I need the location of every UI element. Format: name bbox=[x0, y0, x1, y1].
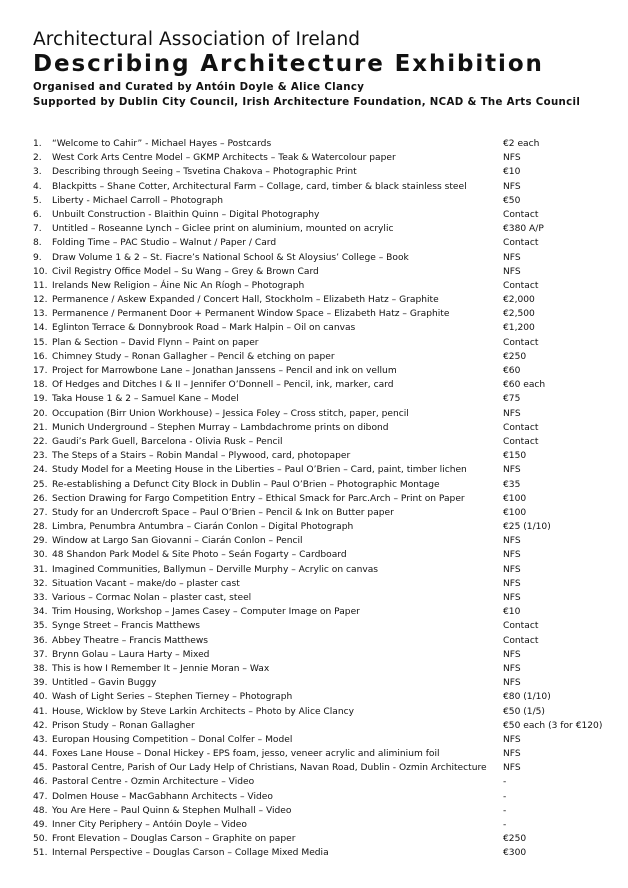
exhibit-item bbox=[33, 336, 613, 350]
exhibit-item bbox=[33, 478, 613, 492]
exhibit-number: 6. bbox=[33, 209, 42, 220]
exhibit-price: €100 bbox=[503, 507, 527, 518]
exhibit-number: 28. bbox=[33, 522, 48, 533]
exhibit-item bbox=[33, 506, 613, 520]
exhibit-number: 5. bbox=[33, 195, 42, 206]
curated-by-line: Organised and Curated by Antóin Doyle & Alice Clancy bbox=[33, 82, 365, 93]
exhibit-price: NFS bbox=[503, 252, 521, 263]
exhibit-number: 35. bbox=[33, 621, 48, 632]
exhibit-price: NFS bbox=[503, 734, 521, 745]
exhibit-price: €50 bbox=[503, 195, 521, 206]
exhibit-item bbox=[33, 151, 613, 165]
exhibit-description: Re-establishing a Defunct City Block in Dublin – Paul O’Brien – Photographic Montage bbox=[52, 479, 440, 490]
exhibit-description: Study Model for a Meeting House in the Liberties – Paul O’Brien – Card, paint, timber lichen bbox=[52, 465, 467, 476]
exhibit-price: NFS bbox=[503, 153, 521, 164]
exhibit-description: West Cork Arts Centre Model – GKMP Architects – Teak & Watercolour paper bbox=[52, 153, 396, 164]
exhibit-description: Permanence / Permanent Door + Permanent Window Space – Elizabeth Hatz – Graphite bbox=[52, 309, 450, 320]
exhibit-description: Inner City Periphery – Antóin Doyle – Video bbox=[52, 820, 247, 830]
exhibit-price: €10 bbox=[503, 607, 521, 618]
exhibit-item bbox=[33, 804, 613, 818]
exhibit-item bbox=[33, 180, 613, 194]
exhibit-number: 46. bbox=[33, 777, 48, 788]
exhibit-description: Limbra, Penumbra Antumbra – Ciarán Conlon – Digital Photograph bbox=[52, 522, 354, 533]
exhibit-description: This is how I Remember It – Jennie Moran – Wax bbox=[52, 663, 270, 674]
exhibit-item bbox=[33, 421, 613, 435]
exhibit-description: Chimney Study – Ronan Gallagher – Pencil & etching on paper bbox=[52, 351, 335, 362]
exhibit-item bbox=[33, 676, 613, 690]
exhibit-item bbox=[33, 790, 613, 804]
exhibit-price: Contact bbox=[503, 422, 539, 433]
exhibit-price: Contact bbox=[503, 238, 539, 249]
exhibit-description: Various – Cormac Nolan – plaster cast, steel bbox=[52, 593, 252, 603]
exhibit-item bbox=[33, 222, 613, 236]
exhibit-price: €35 bbox=[503, 479, 521, 490]
exhibit-description: Eglinton Terrace & Donnybrook Road – Mark Halpin – Oil on canvas bbox=[52, 323, 356, 334]
exhibit-number: 18. bbox=[33, 380, 48, 391]
exhibit-description: Pastoral Centre, Parish of Our Lady Help of Christians, Navan Road, Dublin - Ozmin Architecture bbox=[52, 763, 487, 774]
exhibit-description: Synge Street – Francis Matthews bbox=[52, 621, 201, 632]
exhibit-item bbox=[33, 364, 613, 378]
exhibit-description: Trim Housing, Workshop – James Casey – Computer Image on Paper bbox=[52, 607, 360, 618]
exhibit-item bbox=[33, 520, 613, 534]
exhibit-item bbox=[33, 208, 613, 222]
exhibit-price: €300 bbox=[503, 848, 527, 859]
exhibit-item bbox=[33, 251, 613, 265]
exhibit-number: 20. bbox=[33, 408, 48, 419]
exhibit-item bbox=[33, 690, 613, 704]
exhibit-number: 7. bbox=[33, 224, 42, 235]
exhibit-number: 41. bbox=[33, 706, 48, 717]
exhibit-number: 37. bbox=[33, 649, 48, 660]
exhibit-price: NFS bbox=[503, 550, 521, 561]
exhibit-item bbox=[33, 194, 613, 208]
exhibit-number: 21. bbox=[33, 422, 48, 433]
exhibit-number: 49. bbox=[33, 820, 48, 830]
exhibit-number: 33. bbox=[33, 593, 48, 603]
exhibit-description: “Welcome to Cahir” - Michael Hayes – Postcards bbox=[52, 139, 272, 149]
exhibit-item bbox=[33, 350, 613, 364]
exhibit-item bbox=[33, 761, 613, 775]
exhibit-price: NFS bbox=[503, 649, 521, 660]
exhibit-price: Contact bbox=[503, 280, 539, 291]
exhibit-item bbox=[33, 563, 613, 577]
exhibit-description: Europan Housing Competition – Donal Colfer – Model bbox=[52, 734, 293, 745]
exhibit-number: 44. bbox=[33, 749, 48, 760]
exhibit-item bbox=[33, 378, 613, 392]
exhibit-description: Civil Registry Office Model – Su Wang – Grey & Brown Card bbox=[52, 266, 319, 277]
exhibit-price: - bbox=[503, 820, 507, 830]
exhibit-number: 27. bbox=[33, 507, 48, 518]
exhibit-description: Window at Largo San Giovanni – Ciarán Conlon – Pencil bbox=[52, 536, 303, 547]
exhibit-number: 47. bbox=[33, 791, 48, 802]
exhibit-description: Gaudi’s Park Guell, Barcelona - Olivia Rusk – Pencil bbox=[52, 436, 283, 447]
exhibit-price: €250 bbox=[503, 834, 527, 845]
exhibit-description: Internal Perspective – Douglas Carson – Collage Mixed Media bbox=[52, 848, 329, 859]
exhibit-price: Contact bbox=[503, 635, 539, 646]
exhibit-description: Brynn Golau – Laura Harty – Mixed bbox=[52, 649, 210, 660]
exhibit-description: Folding Time – PAC Studio – Walnut / Paper / Card bbox=[52, 238, 277, 249]
exhibit-item bbox=[33, 605, 613, 619]
exhibit-number: 14. bbox=[33, 323, 48, 334]
exhibit-price: €60 bbox=[503, 366, 521, 376]
exhibit-description: Irelands New Religion – Áine Nic An Ríogh – Photograph bbox=[52, 280, 305, 291]
exhibit-description: Of Hedges and Ditches I & II – Jennifer O’Donnell – Pencil, ink, marker, card bbox=[52, 380, 394, 391]
exhibit-description: Dolmen House – MacGabhann Architects – Video bbox=[52, 791, 273, 802]
exhibit-number: 8. bbox=[33, 238, 42, 249]
exhibit-price: €1,200 bbox=[503, 323, 535, 334]
exhibit-number: 51. bbox=[33, 848, 48, 859]
exhibit-description: Section Drawing for Fargo Competition Entry – Ethical Smack for Parc.Arch – Print on Paper bbox=[52, 493, 465, 504]
exhibit-item bbox=[33, 548, 613, 562]
exhibit-number: 17. bbox=[33, 366, 48, 376]
exhibit-description: Occupation (Birr Union Workhouse) – Jessica Foley – Cross stitch, paper, pencil bbox=[52, 408, 409, 419]
exhibit-description: Untitled – Gavin Buggy bbox=[52, 678, 157, 689]
exhibit-description: Wash of Light Series – Stephen Tierney – Photograph bbox=[52, 692, 293, 703]
exhibit-price: NFS bbox=[503, 408, 521, 419]
exhibit-price: - bbox=[503, 805, 507, 816]
exhibit-description: Front Elevation – Douglas Carson – Graphite on paper bbox=[52, 834, 296, 845]
exhibit-number: 2. bbox=[33, 153, 42, 164]
exhibit-price: NFS bbox=[503, 663, 521, 674]
exhibit-number: 16. bbox=[33, 351, 48, 362]
exhibit-description: Abbey Theatre – Francis Matthews bbox=[52, 635, 209, 646]
exhibit-price: - bbox=[503, 791, 507, 802]
exhibit-number: 43. bbox=[33, 734, 48, 745]
exhibit-price: €250 bbox=[503, 351, 527, 362]
exhibit-description: Imagined Communities, Ballymun – Derville Murphy – Acrylic on canvas bbox=[52, 564, 379, 575]
exhibit-price: NFS bbox=[503, 465, 521, 476]
exhibit-item bbox=[33, 463, 613, 477]
exhibit-number: 4. bbox=[33, 181, 42, 192]
exhibit-number: 13. bbox=[33, 309, 48, 320]
exhibit-price: €50 each (3 for €120) bbox=[503, 720, 603, 731]
exhibit-item bbox=[33, 648, 613, 662]
exhibit-number: 3. bbox=[33, 167, 42, 178]
exhibit-item bbox=[33, 832, 613, 846]
exhibit-price: NFS bbox=[503, 763, 521, 774]
exhibit-description: Foxes Lane House – Donal Hickey - EPS foam, jesso, veneer acrylic and aliminium foil bbox=[52, 749, 440, 760]
exhibit-number: 25. bbox=[33, 479, 48, 490]
exhibit-number: 24. bbox=[33, 465, 48, 476]
exhibit-item bbox=[33, 705, 613, 719]
exhibit-description: Munich Underground – Stephen Murray – Lambdachrome prints on dibond bbox=[52, 422, 389, 433]
exhibit-item bbox=[33, 236, 613, 250]
exhibit-item bbox=[33, 846, 613, 860]
exhibit-description: Liberty - Michael Carroll – Photograph bbox=[52, 195, 223, 206]
exhibit-item bbox=[33, 747, 613, 761]
exhibit-list bbox=[33, 137, 613, 861]
exhibit-number: 1. bbox=[33, 139, 42, 149]
exhibit-item bbox=[33, 265, 613, 279]
exhibit-item bbox=[33, 591, 613, 605]
exhibit-item bbox=[33, 775, 613, 789]
exhibit-price: €75 bbox=[503, 394, 521, 405]
exhibit-item bbox=[33, 279, 613, 293]
exhibit-number: 29. bbox=[33, 536, 48, 547]
organization-name: Architectural Association of Ireland bbox=[33, 29, 361, 50]
exhibit-description: Unbuilt Construction - Blaithin Quinn – Digital Photography bbox=[52, 209, 320, 220]
exhibit-price: €2,500 bbox=[503, 309, 535, 320]
exhibit-description: Blackpitts – Shane Cotter, Architectural Farm – Collage, card, timber & black stainless steel bbox=[52, 181, 467, 192]
exhibit-item bbox=[33, 435, 613, 449]
exhibit-item bbox=[33, 634, 613, 648]
exhibit-description: Draw Volume 1 & 2 – St. Fiacre’s National School & St Aloysius’ College – Book bbox=[52, 252, 409, 263]
exhibit-item bbox=[33, 662, 613, 676]
exhibit-price: €50 (1/5) bbox=[503, 706, 545, 717]
exhibit-description: Project for Marrowbone Lane – Jonathan Janssens – Pencil and ink on vellum bbox=[52, 366, 397, 376]
exhibition-title: Describing Architecture Exhibition bbox=[33, 51, 544, 77]
exhibit-item bbox=[33, 733, 613, 747]
exhibit-description: The Steps of a Stairs – Robin Mandal – Plywood, card, photopaper bbox=[52, 451, 351, 462]
exhibit-price: NFS bbox=[503, 564, 521, 575]
exhibit-item bbox=[33, 818, 613, 832]
exhibit-price: €80 (1/10) bbox=[503, 692, 551, 703]
exhibit-price: - bbox=[503, 777, 507, 788]
exhibit-price: NFS bbox=[503, 593, 521, 603]
exhibit-number: 31. bbox=[33, 564, 48, 575]
exhibit-description: You Are Here – Paul Quinn & Stephen Mulhall – Video bbox=[52, 805, 292, 816]
exhibit-description: Pastoral Centre - Ozmin Architecture – Video bbox=[52, 777, 255, 788]
exhibit-number: 50. bbox=[33, 834, 48, 845]
exhibit-price: Contact bbox=[503, 436, 539, 447]
exhibit-number: 36. bbox=[33, 635, 48, 646]
exhibit-price: Contact bbox=[503, 621, 539, 632]
exhibit-description: 48 Shandon Park Model & Site Photo – Seán Fogarty – Cardboard bbox=[52, 550, 347, 561]
exhibit-number: 15. bbox=[33, 337, 48, 348]
exhibit-description: Study for an Undercroft Space – Paul O’Brien – Pencil & Ink on Butter paper bbox=[52, 507, 394, 518]
exhibit-price: NFS bbox=[503, 181, 521, 192]
exhibit-item bbox=[33, 577, 613, 591]
exhibit-item bbox=[33, 307, 613, 321]
exhibit-number: 19. bbox=[33, 394, 48, 405]
exhibit-number: 12. bbox=[33, 295, 48, 306]
exhibit-description: Situation Vacant – make/do – plaster cast bbox=[52, 578, 240, 589]
exhibit-item bbox=[33, 165, 613, 179]
exhibit-price: €100 bbox=[503, 493, 527, 504]
exhibit-item bbox=[33, 449, 613, 463]
exhibit-price: NFS bbox=[503, 749, 521, 760]
exhibit-description: Taka House 1 & 2 – Samuel Kane – Model bbox=[52, 394, 239, 405]
supported-by-line: Supported by Dublin City Council, Irish Architecture Foundation, NCAD & The Arts Council bbox=[33, 97, 581, 108]
exhibit-price: €2,000 bbox=[503, 295, 535, 306]
exhibit-price: Contact bbox=[503, 209, 539, 220]
exhibit-number: 42. bbox=[33, 720, 48, 731]
exhibit-item bbox=[33, 719, 613, 733]
exhibit-price: NFS bbox=[503, 536, 521, 547]
exhibit-price: €380 A/P bbox=[503, 224, 544, 235]
exhibit-number: 10. bbox=[33, 266, 48, 277]
exhibit-number: 38. bbox=[33, 663, 48, 674]
exhibit-number: 26. bbox=[33, 493, 48, 504]
exhibit-number: 9. bbox=[33, 252, 42, 263]
exhibit-item bbox=[33, 534, 613, 548]
exhibit-number: 32. bbox=[33, 578, 48, 589]
exhibit-price: €2 each bbox=[503, 139, 540, 149]
exhibit-number: 45. bbox=[33, 763, 48, 774]
exhibit-item bbox=[33, 137, 613, 151]
exhibit-price: €25 (1/10) bbox=[503, 522, 551, 533]
exhibit-description: Plan & Section – David Flynn – Paint on paper bbox=[52, 337, 259, 348]
exhibit-number: 23. bbox=[33, 451, 48, 462]
exhibit-price: Contact bbox=[503, 337, 539, 348]
exhibit-item bbox=[33, 619, 613, 633]
exhibit-price: NFS bbox=[503, 266, 521, 277]
exhibit-description: Untitled – Roseanne Lynch – Giclee print on aluminium, mounted on acrylic bbox=[52, 224, 394, 235]
exhibit-number: 48. bbox=[33, 805, 48, 816]
exhibit-item bbox=[33, 407, 613, 421]
exhibit-number: 40. bbox=[33, 692, 48, 703]
exhibit-number: 30. bbox=[33, 550, 48, 561]
exhibit-description: Permanence / Askew Expanded / Concert Hall, Stockholm – Elizabeth Hatz – Graphite bbox=[52, 295, 439, 306]
exhibit-price: NFS bbox=[503, 678, 521, 689]
exhibit-item bbox=[33, 392, 613, 406]
exhibit-item bbox=[33, 293, 613, 307]
exhibit-number: 22. bbox=[33, 436, 48, 447]
exhibit-item bbox=[33, 321, 613, 335]
exhibit-number: 34. bbox=[33, 607, 48, 618]
exhibit-description: House, Wicklow by Steve Larkin Architects – Photo by Alice Clancy bbox=[52, 706, 355, 717]
exhibit-number: 39. bbox=[33, 678, 48, 689]
exhibit-number: 11. bbox=[33, 280, 48, 291]
exhibit-description: Describing through Seeing – Tsvetina Chakova – Photographic Print bbox=[52, 167, 357, 178]
exhibit-item bbox=[33, 492, 613, 506]
exhibit-price: €150 bbox=[503, 451, 527, 462]
exhibit-price: €60 each bbox=[503, 380, 546, 391]
exhibit-price: €10 bbox=[503, 167, 521, 178]
exhibit-price: NFS bbox=[503, 578, 521, 589]
exhibit-description: Prison Study – Ronan Gallagher bbox=[52, 720, 195, 731]
